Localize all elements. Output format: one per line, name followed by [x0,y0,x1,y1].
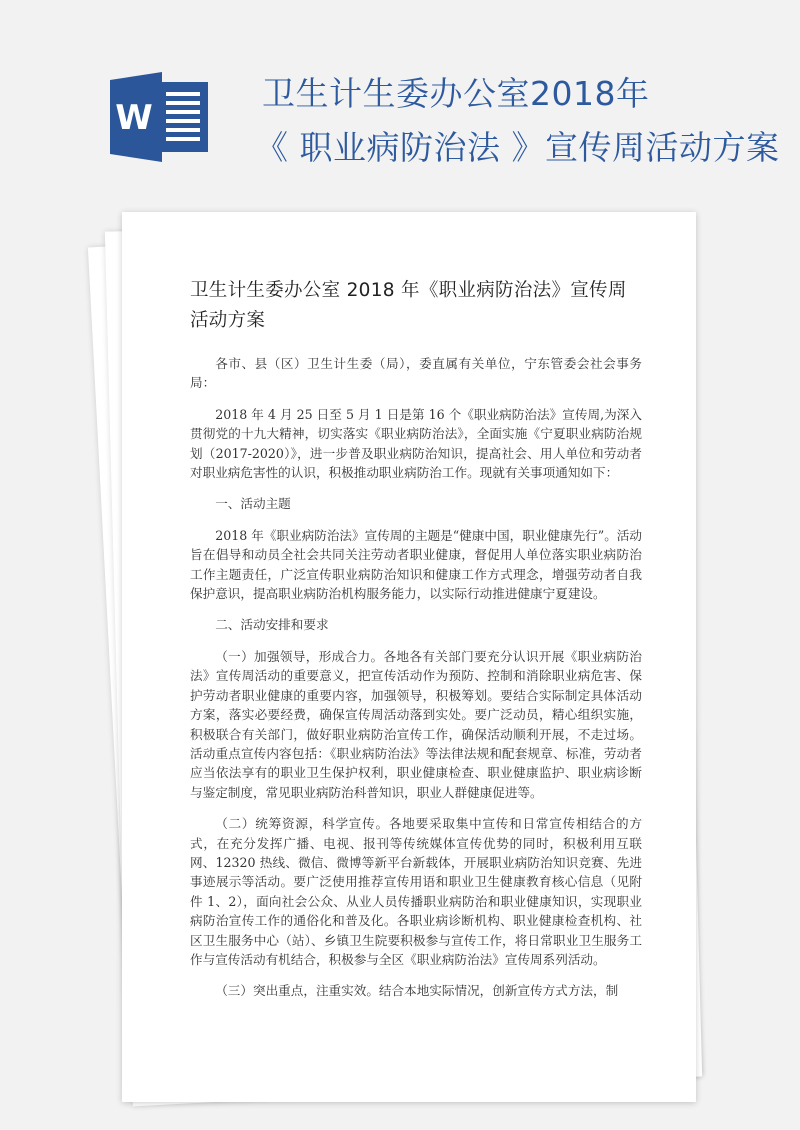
section-paragraph: 2018 年《职业病防治法》宣传周的主题是“健康中国，职业健康先行”。活动旨在倡导和动员全社会共同关注劳动者职业健康，督促用人单位落实职业病防治工作主题责任，广泛宣传职业病防治知识和健康工作方式理念，增强劳动者自我保护意识，提高职业病防治机构服务能力，以实际行动推进健康宁夏建设。 [190,527,642,602]
section-heading: 二、活动安排和要求 [215,617,329,633]
document-title: 卫生计生委办公室 2018 年《职业病防治法》宣传周活动方案 [190,280,627,331]
svg-text:W: W [115,98,153,138]
item-paragraph: （三）突出重点，注重实效。结合本地实际情况，创新宣传方式方法，制 [215,983,619,999]
intro-paragraph: 2018 年 4 月 25 日至 5 月 1 日是第 16 个《职业病防治法》宣传周,为深入贯彻党的十九大精神，切实落实《职业病防治法》，全面实施《宁夏职业病防治规划（2017-2020）》，进一步普及职业病防治知识，提高社会、用人单位和劳动者对职业病危害性的认识，积极推动职业病防治工作。现就有关事项通知如下： [190,406,642,481]
document-page [122,212,696,1102]
item-paragraph: （二）统筹资源，科学宣传。各地要采取集中宣传和日常宣传相结合的方式，在充分发挥广播、电视、报刊等传统媒体宣传优势的同时，积极利用互联网、12320 热线、微信、微博等新平台新载体，开展职业病防治知识竞赛、先进事迹展示等活动。要广泛使用推荐宣传用语和职业卫生健康教育核心信息（见附件 1、2），面向社会公众、从业人员传播职业病防治和职业健康知识，实现职业病防治宣传工作的通俗化和普及化。各职业病诊断机构、职业健康检查机构、社区卫生服务中心（站）、乡镇卫生院要积极参与宣传工作，将日常职业卫生服务工作与宣传活动有机结合，积极参与全区《职业病防治法》宣传周系列活动。 [190,816,642,967]
header-title-line1: 卫生计生委办公室2018年 [262,74,650,113]
header-title-line2: 《 职业病防治法 》宣传周活动方案 [255,128,780,167]
word-document-icon [110,72,214,162]
item-paragraph: （一）加强领导，形成合力。各地各有关部门要充分认识开展《职业病防治法》宣传周活动的重要意义，把宣传活动作为预防、控制和消除职业病危害、保护劳动者职业健康的重要内容，加强领导，积极筹划。要结合实际制定具体活动方案，落实必要经费，确保宣传周活动落到实处。要广泛动员，精心组织实施，积极联合有关部门，做好职业病防治宣传工作，确保活动顺利开展，不走过场。活动重点宣传内容包括：《职业病防治法》等法律法规和配套规章、标准，劳动者应当依法享有的职业卫生保护权利，职业健康检查、职业健康监护、职业病诊断与鉴定制度，常见职业病防治科普知识，职业人群健康促进等。 [190,648,642,800]
salutation: 各市、县（区）卫生计生委（局），委直属有关单位，宁东管委会社会事务局： [190,356,642,391]
section-heading: 一、活动主题 [215,496,291,512]
